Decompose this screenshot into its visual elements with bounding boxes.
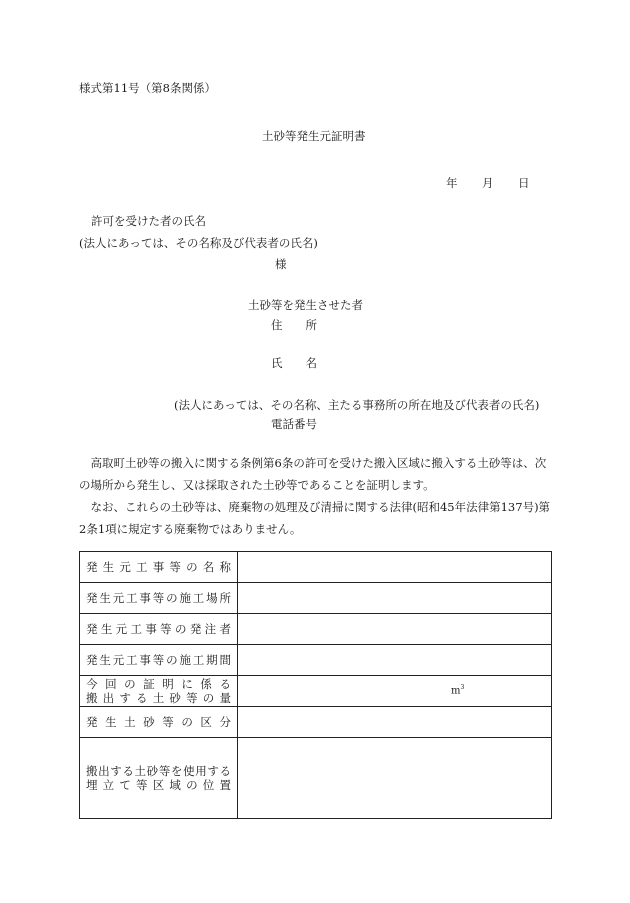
date-year-label: 年 — [446, 176, 458, 190]
row-value-field[interactable] — [238, 614, 552, 645]
issuer-name-label: 氏 名 — [271, 356, 317, 370]
table-row — [80, 676, 552, 707]
issuer-label: 土砂等を発生させた者 — [248, 298, 363, 312]
row-label: 発生元工事等の施工場所 — [80, 583, 238, 614]
waste-disclaimer-paragraph: なお、これらの土砂等は、廃棄物の処理及び清掃に関する法律(昭和45年法律第137号)第2条1項に規定する廃棄物ではありません。 — [79, 500, 551, 536]
recipient-honorific: 様 — [275, 257, 287, 271]
issuer-corporate-note: (法人にあっては、その名称、主たる事務所の所在地及び代表者の氏名) — [174, 398, 540, 412]
date-day-label: 日 — [518, 176, 530, 190]
certification-text — [79, 452, 551, 540]
row-label: 今回の証明に係る 搬出する土砂等の量 — [80, 676, 238, 707]
row-value-field[interactable] — [238, 552, 552, 583]
recipient-note: (法人にあっては、その名称及び代表者の氏名) — [79, 236, 318, 250]
cubic-meter-unit — [451, 684, 464, 696]
row-value-field[interactable] — [238, 583, 552, 614]
document-title: 土砂等発生元証明書 — [262, 129, 366, 143]
row-value-field[interactable] — [238, 707, 552, 738]
date-month-label: 月 — [482, 176, 494, 190]
table-row — [80, 738, 552, 819]
row-label: 発生元工事等の名称 — [80, 552, 238, 583]
recipient-label: 許可を受けた者の氏名 — [91, 214, 206, 228]
certification-paragraph: 高取町土砂等の搬入に関する条例第6条の許可を受けた搬入区域に搬入する土砂等は、次の場所から発生し、又は採取された土砂等であることを証明します。 — [79, 456, 547, 492]
row-label: 発生土砂等の区分 — [80, 707, 238, 738]
unit-base: m — [451, 685, 461, 697]
table-row — [80, 614, 552, 645]
row-value-field[interactable] — [238, 738, 552, 819]
table-row — [80, 552, 552, 583]
row-value-field[interactable] — [238, 645, 552, 676]
row-label: 発生元工事等の施工期間 — [80, 645, 238, 676]
row-label: 発生元工事等の発注者 — [80, 614, 238, 645]
unit-superscript: 3 — [460, 684, 465, 691]
certificate-table — [79, 551, 552, 819]
table-row — [80, 707, 552, 738]
issuer-phone-label: 電話番号 — [271, 417, 317, 431]
table-row — [80, 583, 552, 614]
table-row — [80, 645, 552, 676]
form-number: 様式第11号（第8条関係） — [79, 81, 216, 95]
row-value-field[interactable] — [238, 676, 552, 707]
issuer-address-label: 住 所 — [271, 318, 317, 332]
row-label: 搬出する土砂等を使用する 埋立て等区域の位置 — [80, 738, 238, 819]
